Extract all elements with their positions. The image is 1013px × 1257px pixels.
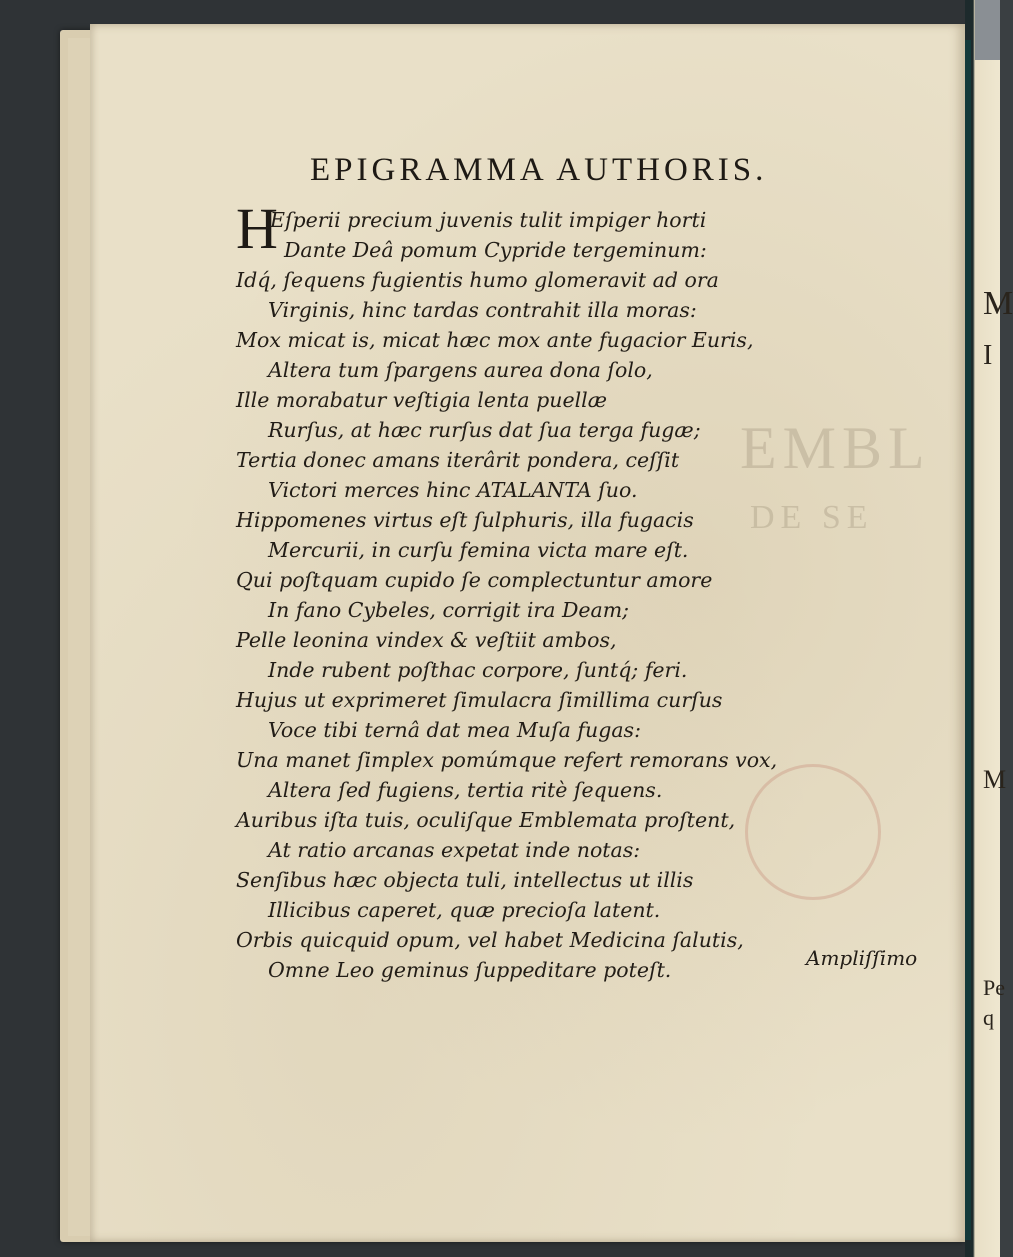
poem-line: In fano Cybeles, corrigit ira Deam; <box>268 598 630 622</box>
poem-line: Inde rubent poſthac corpore, ſuntq́; feri. <box>268 658 688 682</box>
adjacent-page-fragment: Pe <box>983 975 1005 1000</box>
page-heading: EPIGRAMMA AUTHORIS. <box>310 152 768 188</box>
poem-line: Virginis, hinc tardas contrahit illa moras: <box>268 298 697 322</box>
bookmark-ribbon <box>975 0 1000 60</box>
adjacent-page-fragment: M <box>983 285 1013 322</box>
poem-line: Pelle leonina vindex & veſtiit ambos, <box>236 628 617 652</box>
poem-line: Tertia donec amans iterârit pondera, ceſſit <box>236 448 680 472</box>
adjacent-page-fragment: I <box>983 340 993 371</box>
drop-cap: H <box>236 196 278 261</box>
poem-line: Altera ſed fugiens, tertia ritè ſequens. <box>268 778 663 802</box>
poem-line: Voce tibi ternâ dat mea Muſa fugas: <box>268 718 641 742</box>
show-through-text-1: EMBL <box>740 415 931 481</box>
show-through-text-2: DE SE <box>750 499 874 536</box>
poem-line: Mox micat is, micat hæc mox ante fugacior Euris, <box>236 328 754 352</box>
poem-line: Qui poſtquam cupido ſe complectuntur amore <box>236 568 713 592</box>
poem-line: Eſperii precium juvenis tulit impiger horti <box>270 208 707 232</box>
adjacent-page-fragment: M <box>983 765 1007 794</box>
epigram-poem <box>236 205 796 985</box>
poem-line: Altera tum ſpargens aurea dona ſolo, <box>268 358 653 382</box>
poem-line: Illicibus caperet, quæ precioſa latent. <box>268 898 661 922</box>
poem-line: Hippomenes virtus eſt ſulphuris, illa fugacis <box>236 508 694 532</box>
poem-line: Omne Leo geminus ſuppeditare poteſt. <box>268 958 672 982</box>
poem-line: Una manet ſimplex pomúmque refert remorans vox, <box>236 748 778 772</box>
poem-line: Rurſus, at hæc rurſus dat ſua terga fugæ; <box>268 418 701 442</box>
poem-line: Senſibus hæc objecta tuli, intellectus ut illis <box>236 868 694 892</box>
poem-line: Mercurii, in curſu femina victa mare eſt. <box>268 538 689 562</box>
catchword: Ampliſſimo <box>806 946 918 970</box>
page-edge-binding <box>965 40 971 1240</box>
poem-line: Dante Deâ pomum Cypride tergeminum: <box>284 238 707 262</box>
poem-line: At ratio arcanas expetat inde notas: <box>268 838 641 862</box>
poem-line: Ille morabatur veſtigia lenta puellæ <box>236 388 607 412</box>
poem-line: Hujus ut exprimeret ſimulacra ſimillima curſus <box>236 688 723 712</box>
poem-line: Victori merces hinc ATALANTA ſuo. <box>268 478 638 502</box>
poem-line: Auribus iſta tuis, oculiſque Emblemata proſtent, <box>236 808 736 832</box>
adjacent-page-fragment: q <box>983 1005 994 1030</box>
poem-line: Orbis quicquid opum, vel habet Medicina ſalutis, <box>236 928 744 952</box>
poem-line: Idq́, ſequens fugientis humo glomeravit ad ora <box>236 268 719 292</box>
